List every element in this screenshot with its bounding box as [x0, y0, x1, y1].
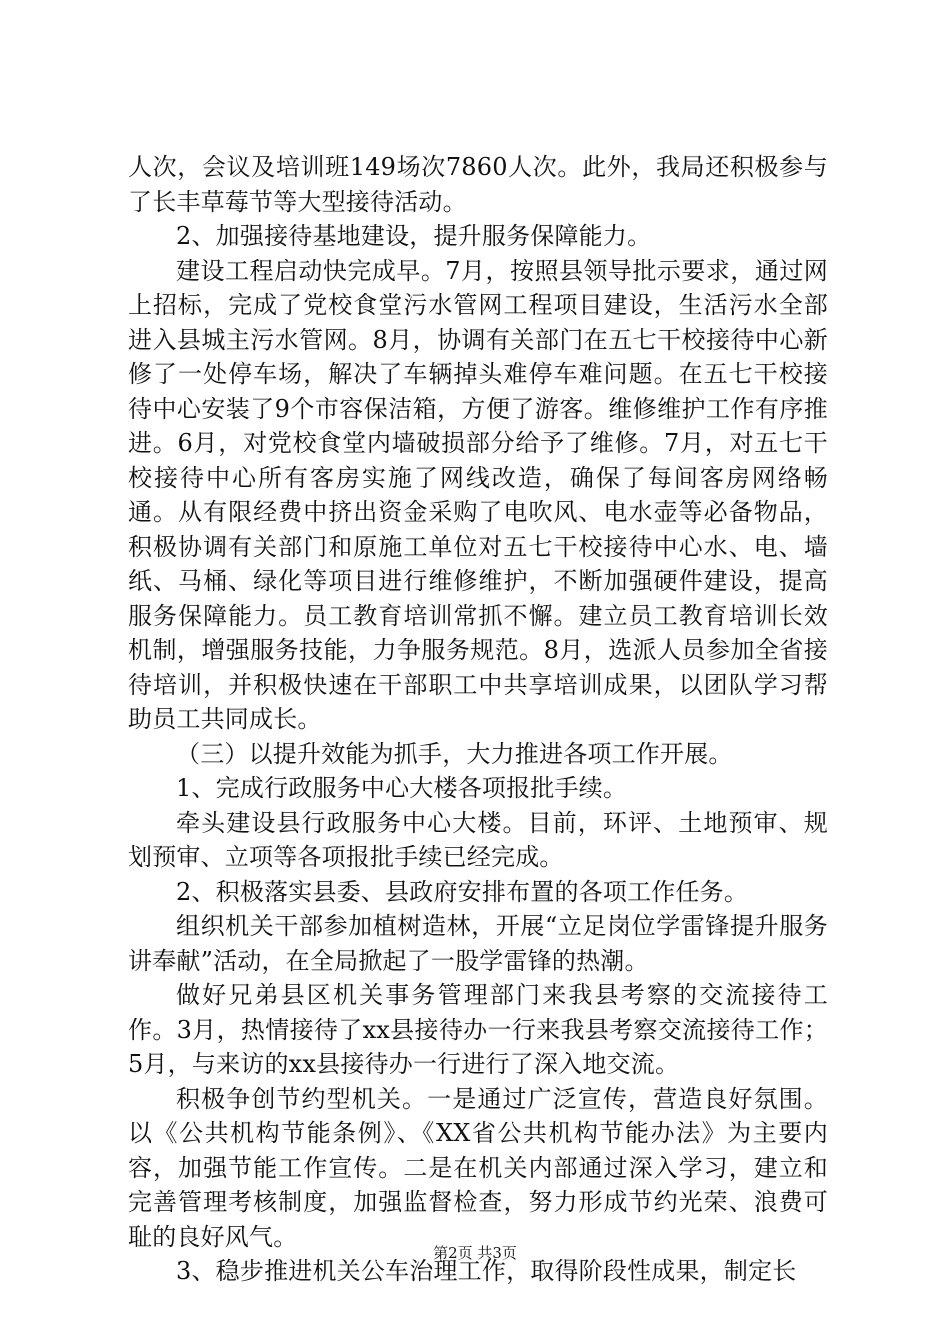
paragraph: 牵头建设县行政服务中心大楼。目前，环评、土地预审、规划预审、立项等各项报批手续已经完成。: [128, 808, 828, 871]
page-footer: 第2页 共3页: [433, 1244, 517, 1262]
paragraph: 组织机关干部参加植树造林，开展“立足岗位学雷锋提升服务讲奉献”活动，在全局掀起了一股学雷锋的热潮。: [128, 912, 828, 975]
paragraph: 1、完成行政服务中心大楼各项报批手续。: [176, 774, 628, 802]
paragraph: 积极争创节约型机关。一是通过广泛宣传，营造良好氛围。以《公共机构节能条例》、《XX省公共机构节能办法》为主要内容，加强节能工作宣传。二是在机关内部通过深入学习，建立和完善管理考核制度，加强监督检查，努力形成节约光荣、浪费可耻的良好风气。: [128, 1084, 828, 1251]
paragraph: 建设工程启动快完成早。7月，按照县领导批示要求，通过网上招标，完成了党校食堂污水管网工程项目建设，生活污水全部进入县城主污水管网。8月，协调有关部门在五七干校接待中心新修了一处停车场，解决了车辆掉头难停车难问题。在五七干校接待中心安装了9个市容保洁箱，方便了游客。维修维护工作有序推进。6月，对党校食堂内墙破损部分给予了维修。7月，对五七干校接待中心所有客房实施了网线改造，确保了每间客房网络畅通。从有限经费中挤出资金采购了电吹风、电水壶等必备物品，积极协调有关部门和原施工单位对五七干校接待中心水、电、墙纸、马桶、绿化等项目进行维修维护，不断加强硬件建设，提高服务保障能力。员工教育培训常抓不懈。建立员工教育培训长效机制，增强服务技能，力争服务规范。8月，选派人员参加全省接待培训，并积极快速在干部职工中共享培训成果，以团队学习帮助员工共同成长。: [128, 256, 828, 733]
paragraph: 2、加强接待基地建设，提升服务保障能力。: [176, 222, 652, 250]
paragraph: （三）以提升效能为抓手，大力推进各项工作开展。: [176, 739, 733, 768]
paragraph: 2、积极落实县委、县政府安排布置的各项工作任务。: [176, 877, 749, 906]
paragraph: 做好兄弟县区机关事务管理部门来我县考察的交流接待工作。3月，热情接待了xx县接待办一行来我县考察交流接待工作；5月，与来访的xx县接待办一行进行了深入地交流。: [128, 981, 828, 1078]
document-body: [128, 150, 828, 1289]
paragraph: 3、稳步推进机关公车治理工作，取得阶段性成果，制定长: [176, 1257, 797, 1285]
paragraph: 人次，会议及培训班149场次7860人次。此外，我局还积极参与了长丰草莓节等大型接待活动。: [128, 153, 828, 216]
